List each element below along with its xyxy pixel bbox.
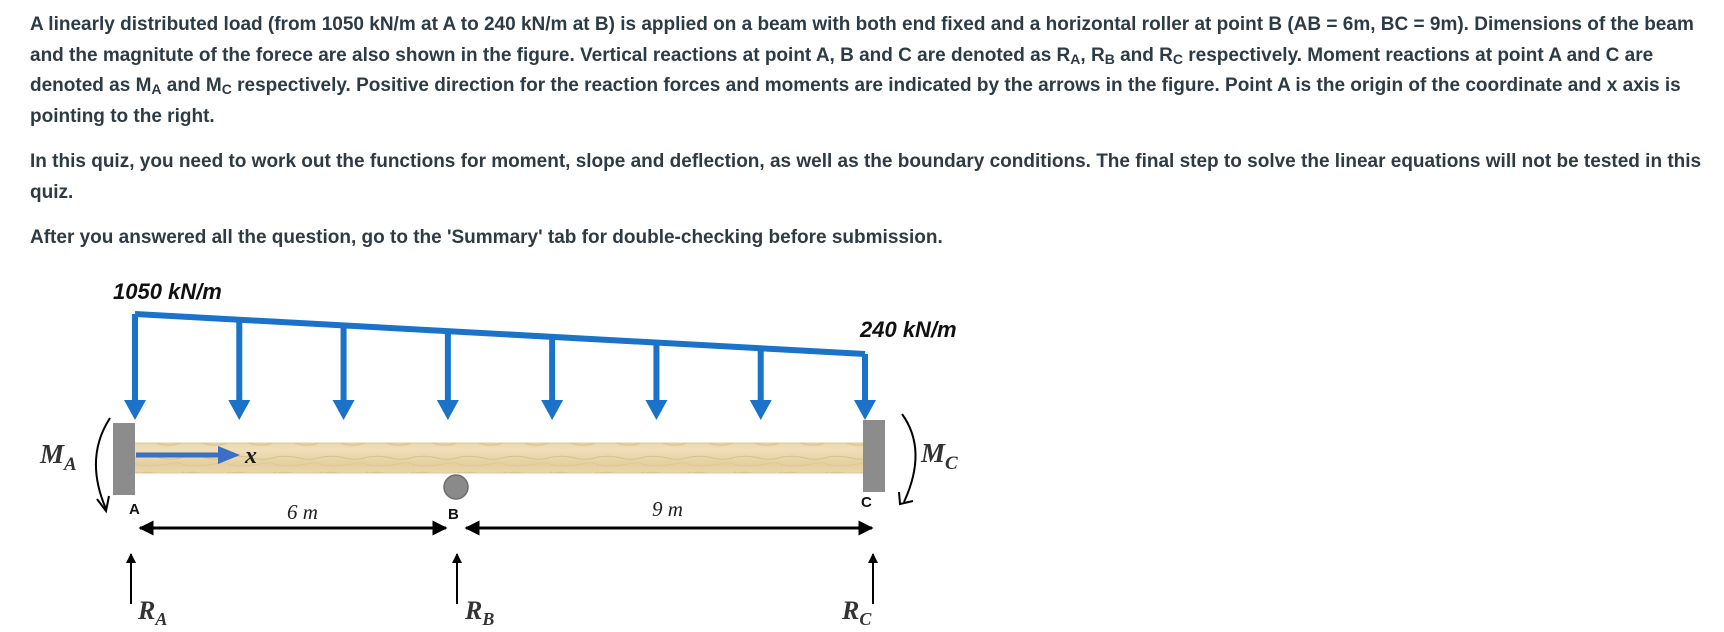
load-right-label: 240 kN/m <box>860 317 957 342</box>
load-top-line <box>135 314 865 354</box>
reaction-a-label: RA <box>138 596 168 629</box>
point-a-label: A <box>129 501 140 518</box>
p1-text-e: and M <box>161 75 222 96</box>
load-arrow-head-icon <box>333 400 355 420</box>
p1-text-a: A linearly distributed load (from 1050 kN/m at A to 240 kN/m at B) is applied on a beam with both end fixed and a horizontal roller at point B (AB = 6m, BC = 9m). Dimensions of the beam and the magnitute of the forece are also shown in the figure. Vertical reactions at point A, B and C are denoted as R <box>30 14 1694 66</box>
problem-paragraph-3: After you answered all the question, go to the 'Summary' tab for double-checking before submission. <box>30 227 943 248</box>
wall-support-a <box>113 423 135 495</box>
beam <box>124 443 872 473</box>
p1-sub-c: C <box>1172 50 1183 67</box>
load-arrow-head-icon <box>124 400 146 420</box>
load-left-label: 1050 kN/m <box>113 279 222 304</box>
dimension-ab-label: 6 m <box>287 500 318 524</box>
reaction-b-label: RB <box>465 596 495 629</box>
moment-a-arc <box>96 418 110 509</box>
p1-sub-a: A <box>1070 50 1081 67</box>
p1-sub-d: A <box>151 81 162 97</box>
p1-text-b: , R <box>1080 44 1105 66</box>
p1-text-d: respectively. Moment reactions at point A and C are denoted as M <box>30 44 1654 96</box>
load-arrow-head-icon <box>750 400 772 420</box>
load-arrow-head-icon <box>228 400 250 420</box>
moment-a-label: MA <box>40 439 77 475</box>
p1-text-f: respectively. Positive direction for the reaction forces and moments are indicated by the arrows in the figure. Point A is the origin of the coordinate and x axis is pointing to the right. <box>30 75 1681 127</box>
p1-sub-e: C <box>221 81 232 97</box>
dimension-bc-label: 9 m <box>652 497 683 521</box>
point-b-label: B <box>448 506 459 523</box>
load-arrows <box>124 314 876 420</box>
p1-text-c: and R <box>1114 44 1173 66</box>
moment-c-label: MC <box>921 438 958 474</box>
wall-support-c <box>863 420 885 492</box>
problem-paragraph-2: In this quiz, you need to work out the functions for moment, slope and deflection, as well as the boundary conditions. The final step to solve the linear equations will not be tested in this quiz. <box>30 151 1702 203</box>
x-axis-label: x <box>245 443 257 469</box>
load-arrow-head-icon <box>437 400 459 420</box>
load-arrow-head-icon <box>541 400 563 420</box>
load-arrow-head-icon <box>854 400 876 420</box>
moment-c-arc <box>902 414 916 502</box>
p1-sub-b: B <box>1104 50 1115 67</box>
roller-b-icon <box>444 475 468 499</box>
load-arrow-head-icon <box>645 400 667 420</box>
reaction-c-label: RC <box>842 596 872 629</box>
point-c-label: C <box>861 494 872 511</box>
